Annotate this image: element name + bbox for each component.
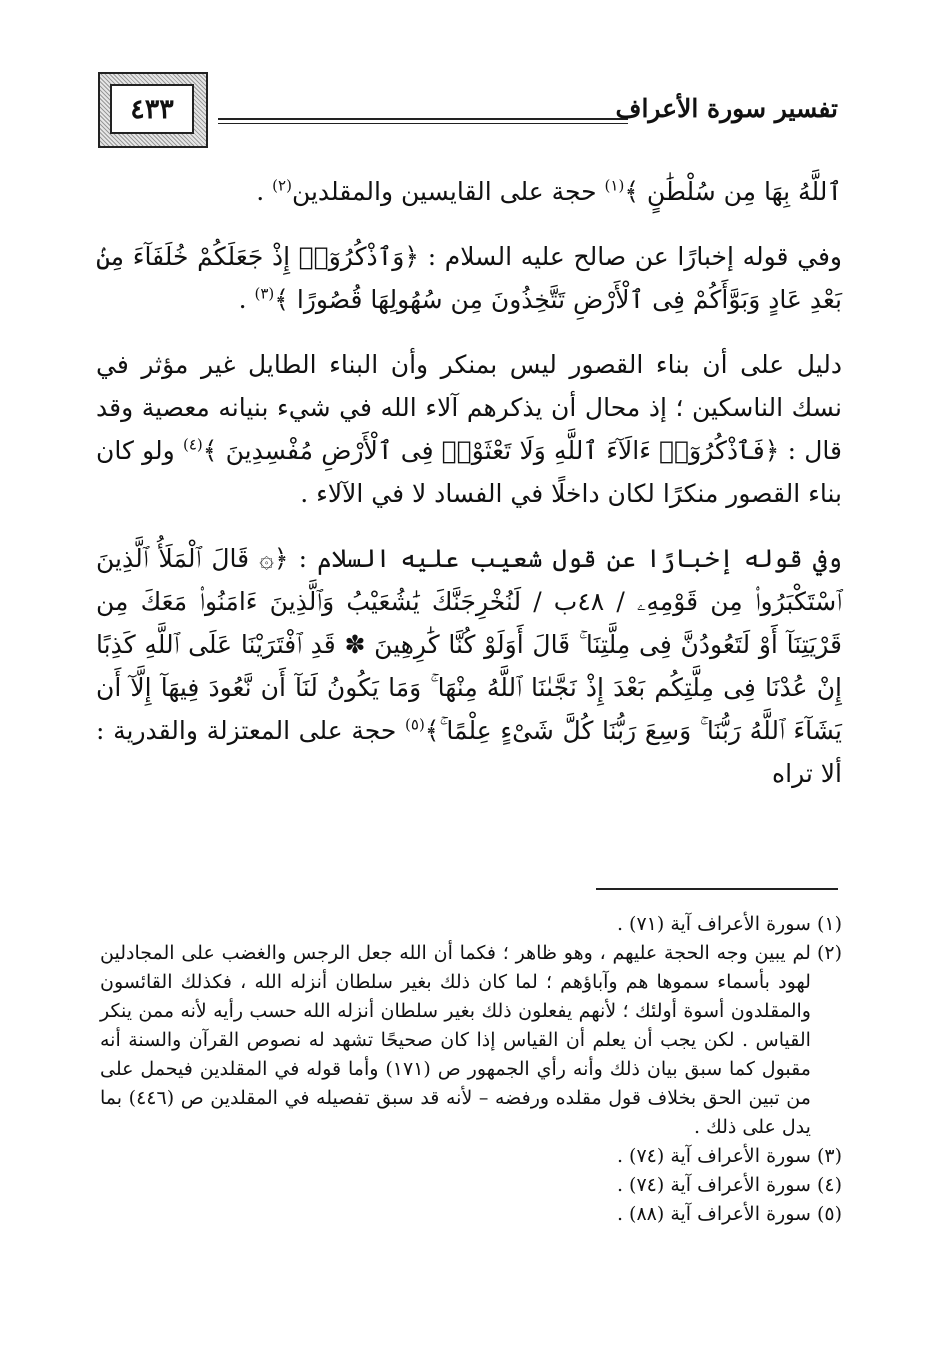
text-run: حجة على القايسين والمقلدين xyxy=(291,177,605,206)
quran-bracket: ﴾ xyxy=(202,436,218,465)
footnote xyxy=(100,1142,842,1171)
quran-bracket: ﴿۞ xyxy=(259,544,289,573)
page-number-box xyxy=(98,72,208,148)
footnote xyxy=(100,910,842,939)
footnote-number: (٥) xyxy=(816,1203,842,1225)
quran-bracket: ﴾ xyxy=(274,285,289,314)
text-run: وفي قوله إخبارًا عن صالح عليه السلام : xyxy=(419,242,842,271)
text-run: حجة على المعتزلة والقدرية : ألا تراه xyxy=(96,716,842,788)
quran-bracket: ﴿ xyxy=(404,242,420,271)
text-run: . xyxy=(238,285,255,314)
footnote-text: لم يبين وجه الحجة عليهم ، وهو ظاهر ؛ فكما أن الله جعل الرجس والغضب على المجادلين لهود بأسماء سموها هم وآباؤهم ؛ لما كان ذلك بغير سلطان أنزله الله ، فكذلك القائسون والمقلدون أسوة أولئك ؛ لأنهم يفعلون ذلك بغير سلطان أنزله الله حسب رأيه لأنه ممن ينكر القياس . لكن يجب أن يعلم أن القياس إذا كان صحيحًا تشهد له نصوص القرآن والسنة أنه مقبول كما سبق بيان ذلك وأنه رأي الجمهور ص (١٧١) وأما قوله في المقلدين فيحمل على من تبين الحق بخلاف قول مقلده ورفضه – لأنه قد سبق تفصيله في المقلدين ص (٤٤٦) بما يدل على ذلك . xyxy=(100,942,811,1138)
footnote-text: سورة الأعراف آية (٨٨) . xyxy=(616,1203,811,1225)
text-run: دليل على أن بناء القصور ليس بمنكر وأن البناء الطايل غير مؤثر في نسك الناسكين ؛ إذ محال أن يذكرهم آلاء الله في شيء بنيانه معصية وقد قال : xyxy=(96,350,842,465)
page-number: ٤٣٣ xyxy=(110,84,194,134)
footnote-ref: (٤) xyxy=(182,435,203,454)
footnote xyxy=(100,1200,842,1229)
header-rule xyxy=(218,118,628,120)
quran-bracket: ﴾ xyxy=(424,716,440,745)
footnote-text: سورة الأعراف آية (٧٤) . xyxy=(616,1145,811,1167)
header-rule-thin xyxy=(218,123,628,124)
footnote-number: (٤) xyxy=(816,1174,842,1196)
footnote-ref: (٥) xyxy=(405,715,425,734)
footnote-number: (٢) xyxy=(816,942,842,964)
text-run: / ٤٨ب / xyxy=(521,587,625,616)
quran-bracket: ﴾ xyxy=(624,177,639,206)
quran-verse: وَٱذْكُرُوٓا۟ إِذْ جَعَلَكُمْ خُلَفَآءَ مِنۢ بَعْدِ عَادٍ وَبَوَّأَكُمْ فِى ٱلْأَرْضِ تَتَّخِذُونَ مِن سُهُولِهَا قُصُورًا xyxy=(96,242,842,314)
quran-bracket: ✽ xyxy=(344,630,366,659)
footnote-text: سورة الأعراف آية (٧١) . xyxy=(616,913,811,935)
text-run: وفي قوله إخبارًا عن قول شعيب عليه السلام : xyxy=(288,544,842,573)
quran-verse: قَالَ ٱلْمَلَأُ ٱلَّذِينَ ٱسْتَكْبَرُوا۟ مِن قَوْمِهِۦ xyxy=(96,544,842,616)
quran-verse: فَٱذْكُرُوٓا۟ ءَالَآءَ ٱللَّهِ وَلَا تَعْثَوْا۟ فِى ٱلْأَرْضِ مُفْسِدِينَ xyxy=(217,436,765,465)
footnote-number: (٣) xyxy=(816,1145,842,1167)
footnote-number: (١) xyxy=(816,913,842,935)
quran-verse: قَدِ ٱفْتَرَيْنَا عَلَى ٱللَّهِ كَذِبًا إِنْ عُدْنَا فِى مِلَّتِكُم بَعْدَ إِذْ نَجَّىٰنَا ٱللَّهُ مِنْهَا ۚ وَمَا يَكُونُ لَنَآ أَن نَّعُودَ فِيهَآ إِلَّآ أَن يَشَآءَ ٱللَّهُ رَبُّنَا ۚ وَسِعَ رَبُّنَا كُلَّ شَىْءٍ عِلْمًا ۚ xyxy=(96,630,842,745)
paragraph xyxy=(96,235,842,321)
footnote-ref: (١) xyxy=(604,176,625,195)
running-title: تفسير سورة الأعراف xyxy=(615,94,838,123)
paragraph xyxy=(96,170,842,213)
footnotes xyxy=(100,910,842,1229)
quran-verse: لَنُخْرِجَنَّكَ يَٰشُعَيْبُ وَٱلَّذِينَ ءَامَنُوا۟ مَعَكَ مِن قَرْيَتِنَآ أَوْ لَتَعُودُنَّ فِى مِلَّتِنَا ۚ قَالَ أَوَلَوْ كُنَّا كَٰرِهِينَ xyxy=(96,587,842,659)
text-run: . xyxy=(256,177,273,206)
paragraph xyxy=(96,537,842,795)
paragraph xyxy=(96,343,842,515)
footnote-text: سورة الأعراف آية (٧٤) . xyxy=(616,1174,811,1196)
footnote-separator xyxy=(596,888,838,890)
text-run: ولو كان بناء القصور منكرًا لكان داخلًا في الفساد لا في الآلاء . xyxy=(96,436,842,508)
footnote xyxy=(100,1171,842,1200)
footnote-ref: (٣) xyxy=(254,284,275,303)
quran-bracket: ﴿ xyxy=(764,436,780,465)
footnote xyxy=(100,939,842,1142)
quran-verse: ٱللَّهُ بِهَا مِن سُلْطَٰنٍ xyxy=(638,177,842,206)
main-text xyxy=(96,170,842,817)
footnote-ref: (٢) xyxy=(272,176,292,195)
page-header xyxy=(98,72,838,152)
